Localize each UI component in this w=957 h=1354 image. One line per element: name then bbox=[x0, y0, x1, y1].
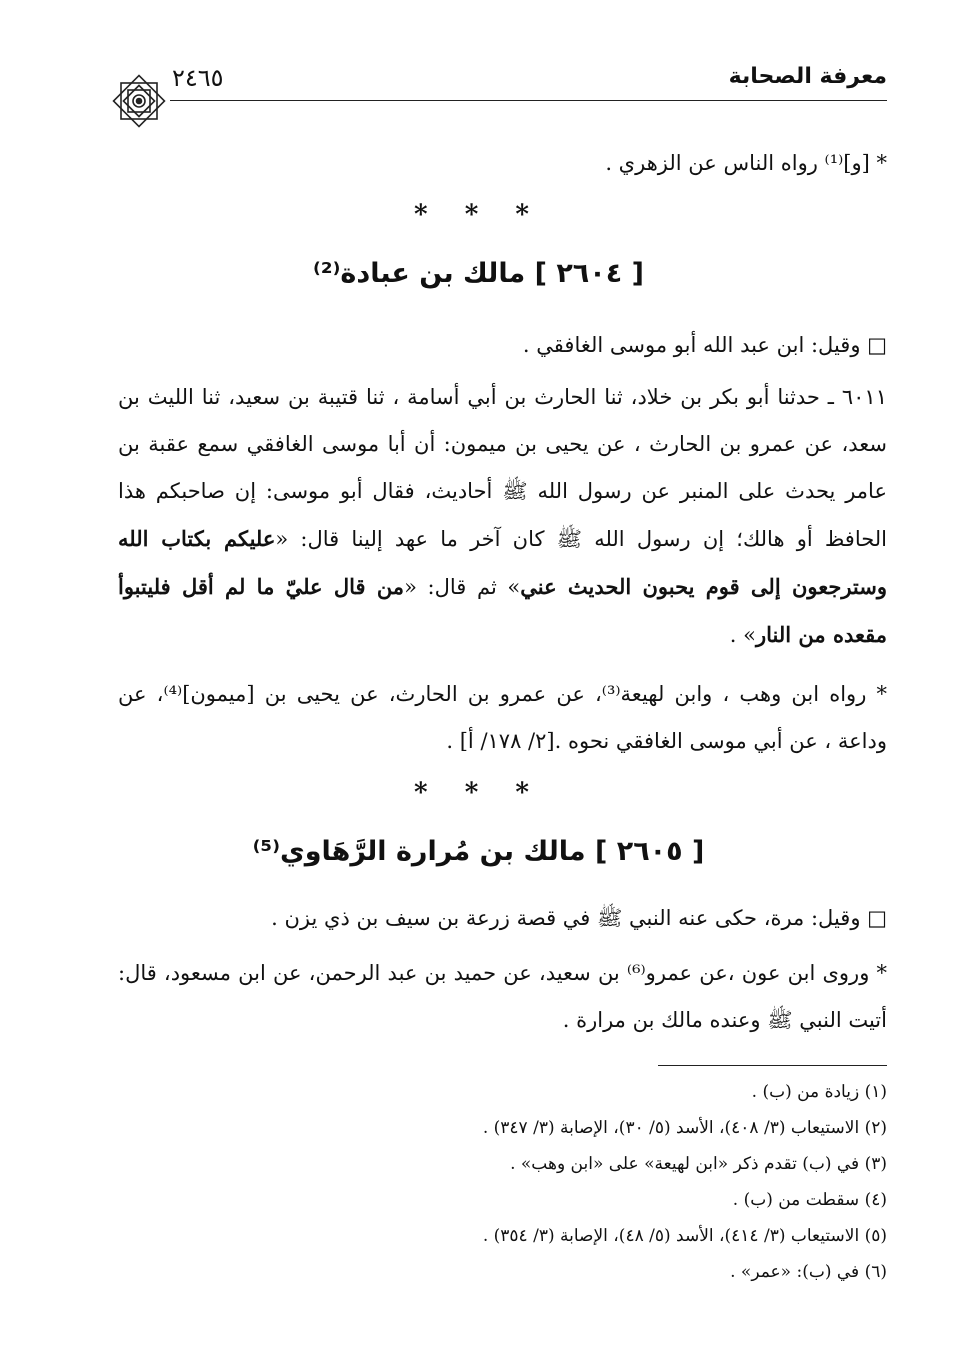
footnote-6: (٦) في (ب): «عمر» . bbox=[730, 1262, 887, 1282]
running-title: معرفة الصحابة bbox=[728, 64, 887, 89]
entry-title-2605: [ ٢٦٠٥ ] مالك بن مُرارة الرَّهَاوي⁽⁵⁾ bbox=[252, 836, 705, 867]
page-number: ٢٤٦٥ bbox=[172, 64, 224, 92]
footnote-3: (٣) في (ب) تقدم ذكر «ابن لهيعة» على «ابن وهب» . bbox=[510, 1154, 887, 1174]
footnotes bbox=[118, 1074, 887, 1290]
separator-stars-2: * * * bbox=[414, 778, 543, 808]
footnote-4: (٤) سقطت من (ب) . bbox=[732, 1190, 887, 1210]
hadith-quote-1: عليكم بكتاب الله وسترجعون إلى قوم يحبون الحديث عني bbox=[118, 526, 887, 599]
hadith-paragraph bbox=[118, 374, 887, 659]
footnote-rule bbox=[658, 1065, 887, 1066]
intro-line: * [و]⁽¹⁾ رواه الناس عن الزهري . bbox=[605, 151, 887, 175]
narration-2605: * وروى ابن عون ،عن عمرو⁽⁶⁾ بن سعيد، عن حميد بن عبد الرحمن، عن ابن مسعود، قال: أتيت النبي ﷺ وعنده مالك بن مرارة . bbox=[118, 961, 887, 1032]
hadith-connector: » ثم قال: « bbox=[404, 575, 521, 599]
star-ornament-icon bbox=[108, 70, 170, 132]
hadith-end: » . bbox=[729, 623, 756, 647]
separator-stars: * * * bbox=[414, 200, 543, 230]
footnote-2: (٢) الاستيعاب (٣/ ٤٠٨)، الأسد (٥/ ٣٠)، الإصابة (٣/ ٣٤٧) . bbox=[482, 1118, 887, 1138]
footnote-5: (٥) الاستيعاب (٣/ ٤١٤)، الأسد (٥/ ٤٨)، الإصابة (٣/ ٣٥٤) . bbox=[482, 1226, 887, 1246]
entry-alias-2605: □ وقيل: مرة، حكى عنه النبي ﷺ في قصة زرعة بن سيف بن ذي يزن . bbox=[271, 906, 887, 930]
hadith-text: ٦٠١١ ـ حدثنا أبو بكر بن خلاد، ثنا الحارث بن أبي أسامة ، ثنا قتيبة بن سعيد، ثنا الليث بن سعد، عن عمرو بن الحارث ، عن يحيى بن ميمون: أن أبا موسى الغافقي سمع عقبة بن عامر يحدث على المنبر عن رسول الله ﷺ أحاديث، فقال أبو موسى: إن صاحبكم هذا الحافظ أو هالك؛ إن رسول الله ﷺ كان آخر ما عهد إلينا قال: « bbox=[118, 385, 887, 551]
entry-title-2604: [ ٢٦٠٤ ] مالك بن عبادة⁽²⁾ bbox=[313, 258, 644, 289]
footnote-1: (١) زيادة من (ب) . bbox=[751, 1082, 887, 1102]
narration-2604: * رواه ابن وهب ، وابن لهيعة⁽³⁾، عن عمرو بن الحارث، عن يحيى بن [ميمون]⁽⁴⁾، عن وداعة ، عن أبي موسى الغافقي نحوه .[٢/ ١٧٨/ أ] . bbox=[118, 682, 887, 753]
hadith-quote-2: من قال عليّ ما لم أقل فليتبوأ مقعده من النار bbox=[118, 574, 887, 647]
header-rule bbox=[170, 100, 887, 101]
entry-alias-2604: □ وقيل: ابن عبد الله أبو موسى الغافقي . bbox=[522, 333, 887, 357]
